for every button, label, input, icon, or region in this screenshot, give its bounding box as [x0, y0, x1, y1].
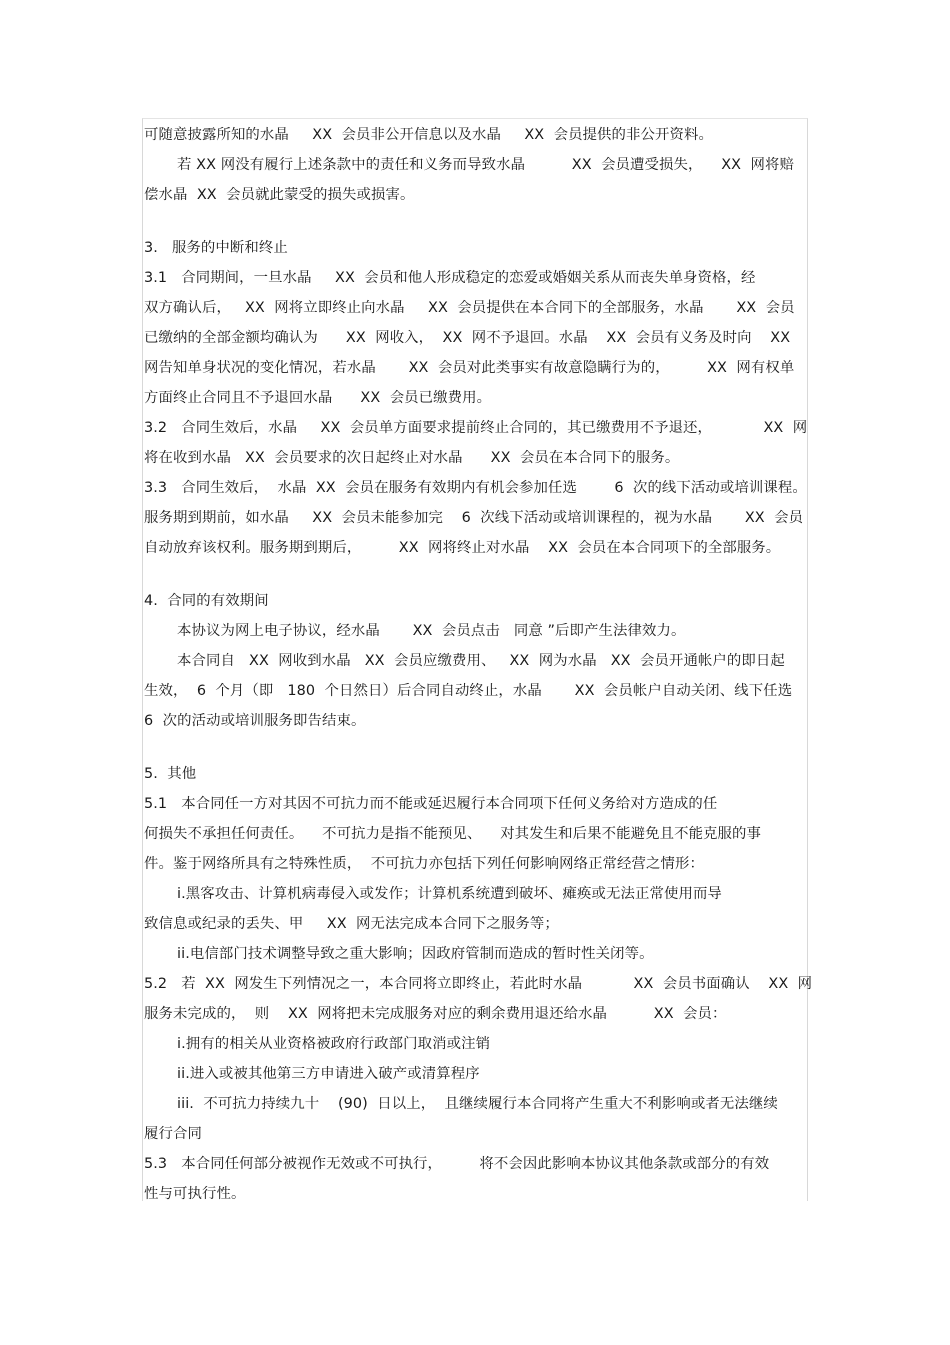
text-line: i.拥有的相关从业资格被政府行政部门取消或注销 [177, 1036, 491, 1052]
text-line: 偿水晶 XX 会员就此蒙受的损失或损害。 [144, 187, 415, 203]
text-line: ii.电信部门技术调整导致之重大影响；因政府管制而造成的暂时性关闭等。 [177, 946, 654, 962]
text-line: 3.2 合同生效后，水晶 XX 会员单方面要求提前终止合同的，其已缴费用不予退还， XX 网 [144, 420, 808, 436]
text-line: 何损失不承担任何责任。 不可抗力是指不能预见、 对其发生和后果不能避免且不能克服的事 [144, 826, 762, 842]
text-line: 可随意披露所知的水晶 XX 会员非公开信息以及水晶 XX 会员提供的非公开资料。 [144, 127, 713, 143]
text-line: 双方确认后， XX 网将立即终止向水晶 XX 会员提供在本合同下的全部服务，水晶 XX 会员 [144, 300, 795, 316]
text-line: 4. 合同的有效期间 [144, 593, 269, 609]
text-line: 性与可执行性。 [144, 1186, 246, 1202]
text-line: 本协议为网上电子协议，经水晶 XX 会员点击 同意 ”后即产生法律效力。 [177, 623, 686, 639]
text-line: 方面终止合同且不予退回水晶 XX 会员已缴费用。 [144, 390, 492, 406]
blank-line [144, 210, 804, 233]
text-line: 3. 服务的中断和终止 [144, 240, 288, 256]
text-line: 自动放弃该权利。服务期到期后， XX 网将终止对水晶 XX 会员在本合同项下的全部服务。 [144, 540, 781, 556]
text-line: 本合同自 XX 网收到水晶 XX 会员应缴费用、 XX 网为水晶 XX 会员开通帐户的即日起 [177, 653, 785, 669]
text-line: 服务未完成的， 则 XX 网将把未完成服务对应的剩余费用退还给水晶 XX 会员： [144, 1006, 727, 1022]
text-line: 5.3 本合同任何部分被视作无效或不可执行， 将不会因此影响本协议其他条款或部分的有效 [144, 1156, 770, 1172]
text-line: iii. 不可抗力持续九十 (90) 日以上， 且继续履行本合同将产生重大不利影响或者无法继续 [177, 1096, 778, 1112]
text-line: 网告知单身状况的变化情况，若水晶 XX 会员对此类事实有故意隐瞒行为的， XX 网有权单 [144, 360, 795, 376]
text-line: 5. 其他 [144, 766, 197, 782]
text-line: 致信息或纪录的丢失、甲 XX 网无法完成本合同下之服务等； [144, 916, 559, 932]
text-line: 生效， 6 个月（即 180 个日然日）后合同自动终止，水晶 XX 会员帐户自动关闭、线下任选 [144, 683, 793, 699]
text-line: 履行合同 [144, 1126, 202, 1142]
text-line: 服务期到期前，如水晶 XX 会员未能参加完 6 次线下活动或培训课程的，视为水晶 XX 会员 [144, 510, 804, 526]
text-line: 件。鉴于网络所具有之特殊性质， 不可抗力亦包括下列任何影响网络正常经营之情形： [144, 856, 704, 872]
text-line: 3.1 合同期间，一旦水晶 XX 会员和他人形成稳定的恋爱或婚姻关系从而丧失单身资格，经 [144, 270, 756, 286]
text-line: ii.进入或被其他第三方申请进入破产或清算程序 [177, 1066, 480, 1082]
text-line: 5.1 本合同任一方对其因不可抗力而不能或延迟履行本合同项下任何义务给对方造成的任 [144, 796, 718, 812]
document-body [144, 120, 813, 1209]
text-line: 若 XX 网没有履行上述条款中的责任和义务而导致水晶 XX 会员遭受损失， XX 网将赔 [177, 157, 794, 173]
blank-line [144, 736, 804, 759]
text-line: 6 次的活动或培训服务即告结束。 [144, 713, 366, 729]
text-line: 5.2 若 XX 网发生下列情况之一，本合同将立即终止，若此时水晶 XX 会员书面确认 XX 网 [144, 976, 813, 992]
text-line: 已缴纳的全部金额均确认为 XX 网收入， XX 网不予退回。水晶 XX 会员有义务及时向 XX [144, 330, 791, 346]
text-line: i.黑客攻击、计算机病毒侵入或发作；计算机系统遭到破坏、瘫痪或无法正常使用而导 [177, 886, 722, 902]
text-line: 3.3 合同生效后， 水晶 XX 会员在服务有效期内有机会参加任选 6 次的线下活动或培训课程。 [144, 480, 807, 496]
text-line: 将在收到水晶 XX 会员要求的次日起终止对水晶 XX 会员在本合同下的服务。 [144, 450, 680, 466]
blank-line [144, 563, 804, 586]
